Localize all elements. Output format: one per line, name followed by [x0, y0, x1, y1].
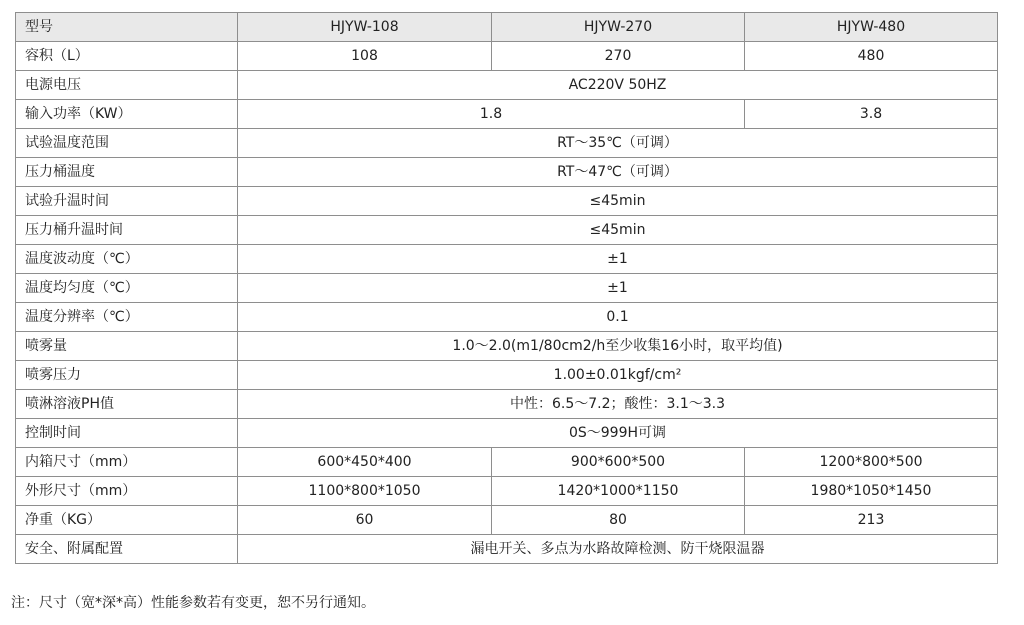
cell-value: 1100*800*1050 — [238, 477, 492, 506]
cell-value: 60 — [238, 506, 492, 535]
row-barrel-heat-time — [16, 216, 998, 245]
row-label: 温度分辨率（℃） — [16, 303, 238, 332]
model-2: HJYW-270 — [492, 13, 745, 42]
cell-value: 1200*800*500 — [745, 448, 998, 477]
row-label: 温度均匀度（℃） — [16, 274, 238, 303]
cell-value: 1420*1000*1150 — [492, 477, 745, 506]
footnote: 注：尺寸（宽*深*高）性能参数若有变更，恕不另行通知。 — [11, 595, 375, 611]
cell-value: 600*450*400 — [238, 448, 492, 477]
row-label: 控制时间 — [16, 419, 238, 448]
row-label: 压力桶温度 — [16, 158, 238, 187]
spec-table — [15, 12, 998, 564]
row-power — [16, 100, 998, 129]
row-test-heat-time — [16, 187, 998, 216]
cell-value: 0.1 — [238, 303, 998, 332]
cell-value: ≤45min — [238, 187, 998, 216]
cell-value: ≤45min — [238, 216, 998, 245]
model-3: HJYW-480 — [745, 13, 998, 42]
row-spray-amount — [16, 332, 998, 361]
cell-value: 213 — [745, 506, 998, 535]
cell-value: 270 — [492, 42, 745, 71]
cell-value: 中性：6.5～7.2；酸性：3.1～3.3 — [238, 390, 998, 419]
row-label: 净重（KG） — [16, 506, 238, 535]
row-inner-size — [16, 448, 998, 477]
row-label: 试验升温时间 — [16, 187, 238, 216]
row-label: 电源电压 — [16, 71, 238, 100]
row-safety — [16, 535, 998, 564]
row-label: 内箱尺寸（mm） — [16, 448, 238, 477]
row-voltage — [16, 71, 998, 100]
row-barrel-temp — [16, 158, 998, 187]
row-net-weight — [16, 506, 998, 535]
row-control-time — [16, 419, 998, 448]
row-temp-fluctuation — [16, 245, 998, 274]
row-spray-ph — [16, 390, 998, 419]
row-label: 压力桶升温时间 — [16, 216, 238, 245]
row-label: 温度波动度（℃） — [16, 245, 238, 274]
cell-value: ±1 — [238, 245, 998, 274]
row-label: 试验温度范围 — [16, 129, 238, 158]
row-test-temp-range — [16, 129, 998, 158]
cell-value: ±1 — [238, 274, 998, 303]
row-spray-pressure — [16, 361, 998, 390]
row-label: 喷雾压力 — [16, 361, 238, 390]
row-label: 外形尺寸（mm） — [16, 477, 238, 506]
row-temp-uniformity — [16, 274, 998, 303]
cell-value: 3.8 — [745, 100, 998, 129]
cell-value: 480 — [745, 42, 998, 71]
cell-value: 1.00±0.01kgf/cm² — [238, 361, 998, 390]
cell-value: RT～47℃（可调） — [238, 158, 998, 187]
cell-value: 900*600*500 — [492, 448, 745, 477]
row-label: 输入功率（KW） — [16, 100, 238, 129]
row-label: 容积（L） — [16, 42, 238, 71]
row-label: 喷雾量 — [16, 332, 238, 361]
cell-value: RT～35℃（可调） — [238, 129, 998, 158]
cell-value: 1.8 — [238, 100, 745, 129]
cell-value: 漏电开关、多点为水路故障检测、防干烧限温器 — [238, 535, 998, 564]
row-outer-size — [16, 477, 998, 506]
cell-value: 1980*1050*1450 — [745, 477, 998, 506]
header-label: 型号 — [16, 13, 238, 42]
row-volume — [16, 42, 998, 71]
cell-value: 0S～999H可调 — [238, 419, 998, 448]
header-row — [16, 13, 998, 42]
cell-value: AC220V 50HZ — [238, 71, 998, 100]
cell-value: 80 — [492, 506, 745, 535]
cell-value: 108 — [238, 42, 492, 71]
cell-value: 1.0～2.0(m1/80cm2/h至少收集16小时，取平均值) — [238, 332, 998, 361]
row-label: 喷淋溶液PH值 — [16, 390, 238, 419]
row-temp-resolution — [16, 303, 998, 332]
model-1: HJYW-108 — [238, 13, 492, 42]
row-label: 安全、附属配置 — [16, 535, 238, 564]
